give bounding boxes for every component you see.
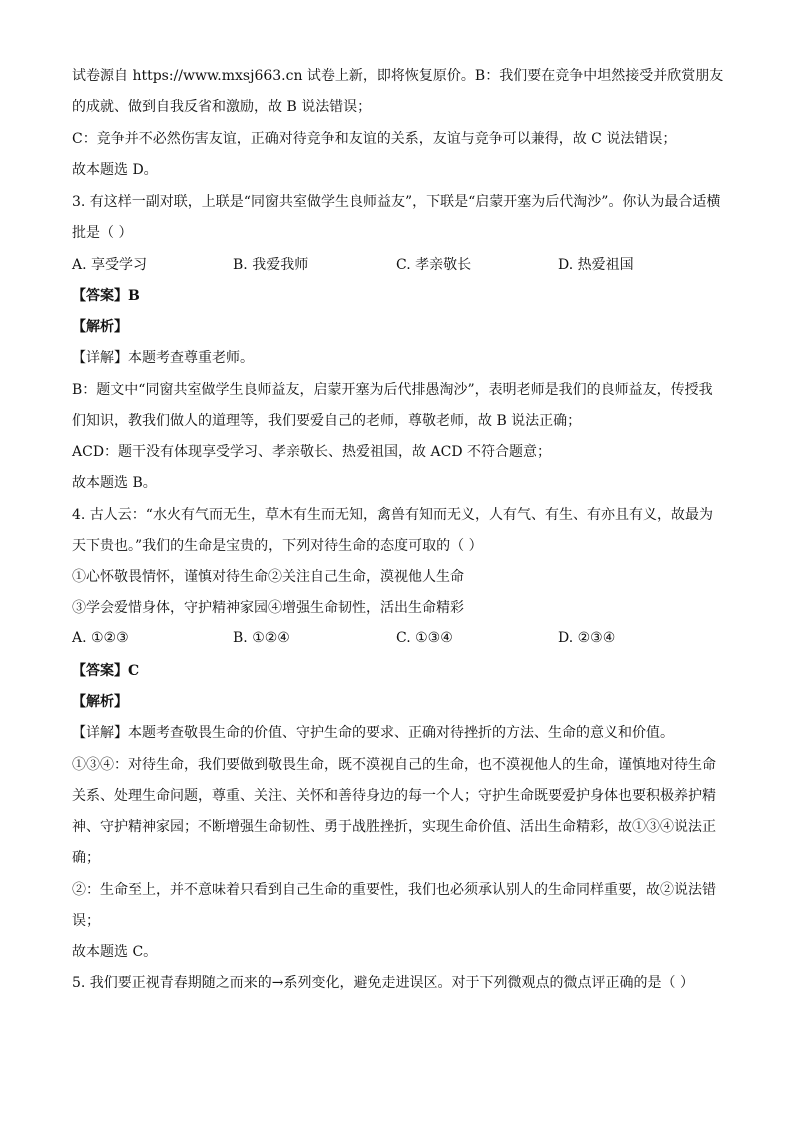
- text-line: 故本题选 B。: [72, 475, 157, 491]
- text-line: 故本题选 C。: [72, 944, 158, 960]
- analysis-label: 【解析】: [72, 319, 128, 335]
- text-line: 们知识，教我们做人的道理等，我们要爱自己的老师，尊敬老师，故 B 说法正确；: [72, 413, 582, 429]
- question-4-stem: 天下贵也。”我们的生命是宝贵的，下列对待生命的态度可取的（ ）: [72, 538, 483, 554]
- text-line: 故本题选 D。: [72, 162, 158, 178]
- text-line: 试卷源自 https://www.mxsj663.cn 试卷上新，即将恢复原价。B：我们要在竞争中坦然接受并欣赏朋友: [72, 68, 724, 84]
- detail-line: 【详解】本题考查敬畏生命的价值、守护生命的要求、正确对待挫折的方法、生命的意义和价值。: [72, 725, 674, 741]
- q3-option-a: A. 享受学习: [72, 257, 148, 273]
- text-line: 确；: [72, 850, 100, 866]
- question-4-stem: 4. 古人云：“水火有气而无生，草木有生而无知，禽兽有知而无义，人有气、有生、有亦且有义，故最为: [72, 507, 713, 523]
- text-line: 误；: [72, 913, 100, 929]
- q3-option-b: B. 我爱我师: [233, 257, 309, 273]
- text-line: B：题文中“同窗共室做学生良师益友，启蒙开塞为后代排愚淘沙”，表明老师是我们的良师益友，传授我: [72, 382, 713, 398]
- question-4-item: ③学会爱惜身体，守护精神家园④增强生命韧性，活出生命精彩: [72, 600, 464, 616]
- answer-label: 【答案】B: [72, 288, 140, 304]
- q3-option-d: D. 热爱祖国: [558, 257, 634, 273]
- q4-option-c: C. ①③④: [396, 630, 453, 646]
- text-line: ②：生命至上，并不意味着只看到自己生命的重要性，我们也必须承认别人的生命同样重要，故②说法错: [72, 882, 716, 898]
- question-3-stem: 批是（ ）: [72, 225, 133, 241]
- q4-option-d: D. ②③④: [558, 630, 616, 646]
- text-line: 关系、处理生命问题，尊重、关注、关怀和善待身边的每一个人；守护生命既要爱护身体也要积极养护精: [72, 788, 716, 804]
- q4-option-b: B. ①②④: [233, 630, 290, 646]
- text-line: ACD：题干没有体现享受学习、孝亲敬长、热爱祖国，故 ACD 不符合题意；: [72, 444, 551, 460]
- analysis-label: 【解析】: [72, 694, 128, 710]
- text-line: 神、守护精神家园；不断增强生命韧性、勇于战胜挫折，实现生命价值、活出生命精彩，故①③④说法正: [72, 819, 716, 835]
- q3-option-c: C. 孝亲敬长: [396, 257, 472, 273]
- detail-line: 【详解】本题考查尊重老师。: [72, 350, 254, 366]
- text-line: C：竞争并不必然伤害友谊，正确对待竞争和友谊的关系，友谊与竞争可以兼得，故 C 说法错误；: [72, 131, 677, 147]
- q4-option-a: A. ①②③: [72, 630, 129, 646]
- question-5-stem: 5. 我们要正视青春期随之而来的→系列变化，避免走进误区。对于下列微观点的微点评正确的是（ ）: [72, 975, 694, 991]
- question-3-stem: 3. 有这样一副对联，上联是“同窗共室做学生良师益友”，下联是“启蒙开塞为后代淘沙”。你认为最合适横: [72, 194, 721, 210]
- question-4-item: ①心怀敬畏情怀，谨慎对待生命②关注自己生命，漠视他人生命: [72, 569, 464, 585]
- text-line: ①③④：对待生命，我们要做到敬畏生命，既不漠视自己的生命，也不漠视他人的生命，谨慎地对待生命: [72, 757, 716, 773]
- answer-label: 【答案】C: [72, 663, 140, 679]
- text-line: 的成就、做到自我反省和激励，故 B 说法错误；: [72, 99, 372, 115]
